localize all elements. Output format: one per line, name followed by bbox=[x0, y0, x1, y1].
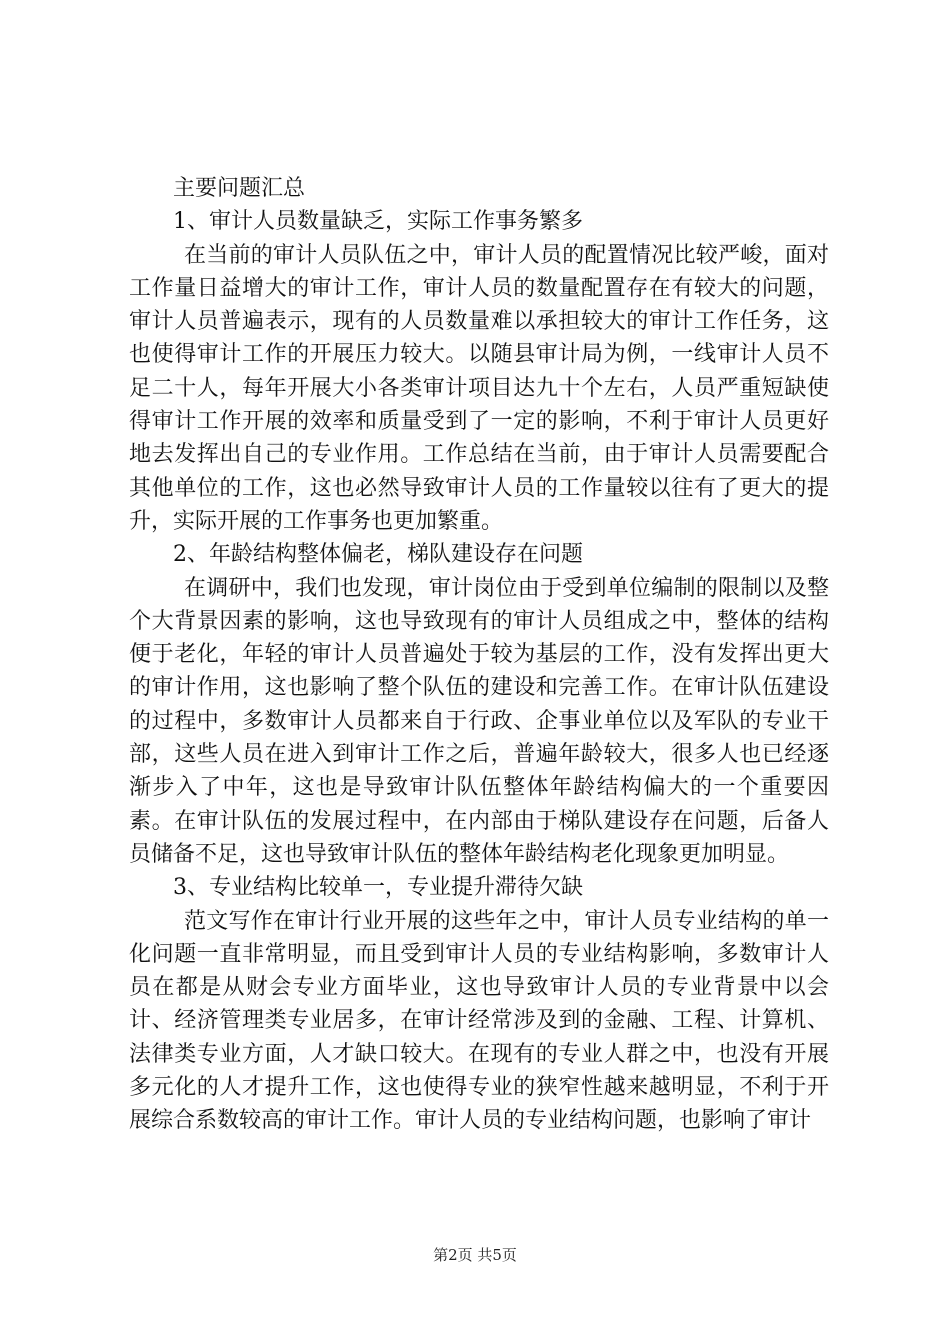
section-1-paragraph: 在当前的审计人员队伍之中，审计人员的配置情况比较严峻，面对工作量日益增大的审计工作，审计人员的数量配置存在有较大的问题，审计人员普遍表示，现有的人员数量难以承担较大的审计工作任务，这也使得审计工作的开展压力较大。以随县审计局为例，一线审计人员不足二十人，每年开展大小各类审计项目达九十个左右，人员严重短缺使得审计工作开展的效率和质量受到了一定的影响，不利于审计人员更好地去发挥出自己的专业作用。工作总结在当前，由于审计人员需要配合其他单位的工作，这也必然导致审计人员的工作量较以往有了更大的提升，实际开展的工作事务也更加繁重。 bbox=[129, 242, 829, 534]
page-footer bbox=[0, 1244, 950, 1265]
section-1-heading: 1、审计人员数量缺乏，实际工作事务繁多 bbox=[173, 209, 583, 235]
document-body bbox=[129, 172, 829, 1138]
page-indicator: 第2页 共5页 bbox=[433, 1246, 517, 1264]
section-2-paragraph: 在调研中，我们也发现，审计岗位由于受到单位编制的限制以及整个大背景因素的影响，这也导致现有的审计人员组成之中，整体的结构便于老化，年轻的审计人员普遍处于较为基层的工作，没有发挥出更大的审计作用，这也影响了整个队伍的建设和完善工作。在审计队伍建设的过程中，多数审计人员都来自于行政、企事业单位以及军队的专业干部，这些人员在进入到审计工作之后，普遍年龄较大，很多人也已经逐渐步入了中年，这也是导致审计队伍整体年龄结构偏大的一个重要因素。在审计队伍的发展过程中，在内部由于梯队建设存在问题，后备人员储备不足，这也导致审计队伍的整体年龄结构老化现象更加明显。 bbox=[129, 575, 829, 867]
section-3-paragraph: 范文写作在审计行业开展的这些年之中，审计人员专业结构的单一化问题一直非常明显，而且受到审计人员的专业结构影响，多数审计人员在都是从财会专业方面毕业，这也导致审计人员的专业背景中以会计、经济管理类专业居多，在审计经常涉及到的金融、工程、计算机、法律类专业方面，人才缺口较大。在现有的专业人群之中，也没有开展多元化的人才提升工作，这也使得专业的狭窄性越来越明显，不利于开展综合系数较高的审计工作。审计人员的专业结构问题，也影响了审计 bbox=[129, 908, 829, 1134]
section-2-heading: 2、年龄结构整体偏老，梯队建设存在问题 bbox=[173, 542, 583, 568]
section-3-heading: 3、专业结构比较单一，专业提升滞待欠缺 bbox=[173, 875, 583, 901]
section-title: 主要问题汇总 bbox=[173, 176, 306, 201]
